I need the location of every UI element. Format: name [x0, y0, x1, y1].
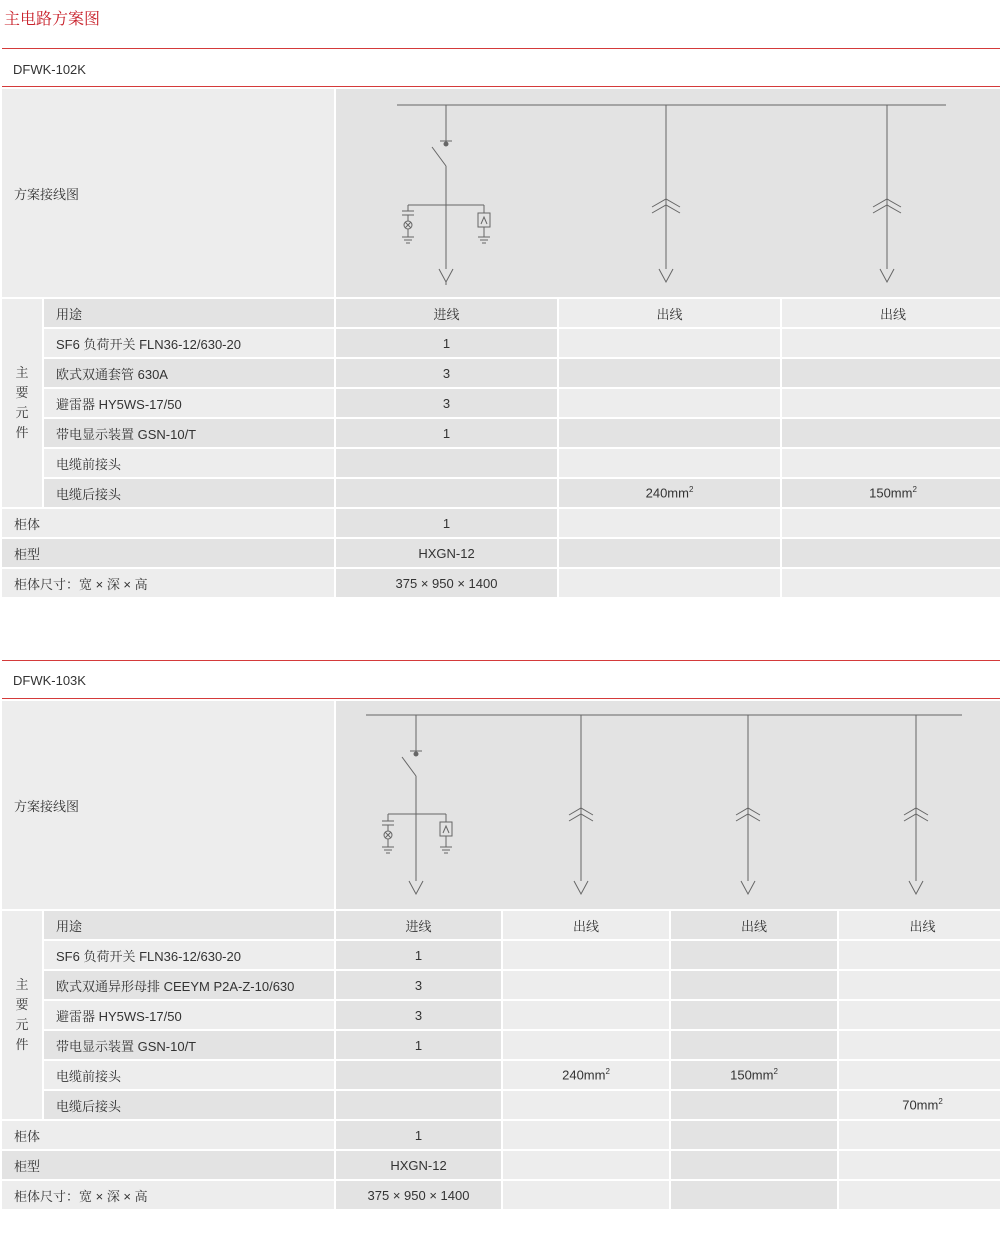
load-switch-icon: [432, 147, 446, 166]
cable-end-icon: [574, 881, 588, 894]
section-divider-2: [2, 660, 1000, 661]
component-value: [503, 1091, 669, 1119]
component-name: 欧式双通套管 630A: [44, 359, 334, 387]
usage-cell: 出线: [782, 299, 1000, 327]
component-value: $240mm^2$: [503, 1061, 669, 1089]
component-value: [559, 449, 780, 477]
component-value: [839, 941, 1000, 969]
component-value: 1: [336, 329, 557, 357]
main-components-label: 主 要 元 件: [2, 299, 42, 507]
wiring-diagram-svg-2: [336, 701, 1000, 909]
cabinet-type-value: [782, 539, 1000, 567]
cabinet-size-value: [782, 569, 1000, 597]
component-value: [671, 941, 837, 969]
component-name: 电缆后接头: [44, 479, 334, 507]
scheme-label: 方案接线图: [2, 89, 334, 297]
component-value: [839, 971, 1000, 999]
page-title: 主电路方案图: [4, 11, 101, 28]
component-name: 避雷器 HY5WS-17/50: [44, 1001, 334, 1029]
cabinet-value: 1: [336, 1121, 501, 1149]
cabinet-size-label: 柜体尺寸：宽 × 深 × 高: [2, 1181, 334, 1209]
component-value: [782, 449, 1000, 477]
component-value: [559, 419, 780, 447]
component-value: [503, 971, 669, 999]
component-name: 避雷器 HY5WS-17/50: [44, 389, 334, 417]
component-value: 3: [336, 389, 557, 417]
component-value: [559, 389, 780, 417]
component-value: [503, 1001, 669, 1029]
component-value: [336, 1091, 501, 1119]
main-components-label: 主 要 元 件: [2, 911, 42, 1119]
component-value: 1: [336, 1031, 501, 1059]
wiring-diagram-1: [336, 89, 1000, 297]
component-value: [503, 941, 669, 969]
usage-cell: 出线: [839, 911, 1000, 939]
cabinet-type-label: 柜型: [2, 539, 334, 567]
usage-cell: 进线: [336, 299, 557, 327]
cabinet-type-value: HXGN-12: [336, 1151, 501, 1179]
component-name: 电缆前接头: [44, 449, 334, 477]
usage-cell: 出线: [671, 911, 837, 939]
cabinet-type-label: 柜型: [2, 1151, 334, 1179]
cabinet-value: [782, 509, 1000, 537]
component-value: [839, 1031, 1000, 1059]
surge-arrester-icon: [478, 213, 490, 227]
component-value: [336, 1061, 501, 1089]
component-value: [336, 479, 557, 507]
cabinet-size-value: [559, 569, 780, 597]
component-name: 电缆前接头: [44, 1061, 334, 1089]
load-switch-icon: [402, 757, 416, 776]
cabinet-type-value: [671, 1151, 837, 1179]
usage-label: 用途: [44, 299, 334, 327]
component-value: 1: [336, 941, 501, 969]
cabinet-type-value: [503, 1151, 669, 1179]
component-value: $240mm^2$: [559, 479, 780, 507]
component-value: 1: [336, 419, 557, 447]
cabinet-label: 柜体: [2, 509, 334, 537]
cabinet-size-label: 柜体尺寸：宽 × 深 × 高: [2, 569, 334, 597]
cabinet-label: 柜体: [2, 1121, 334, 1149]
component-name: 电缆后接头: [44, 1091, 334, 1119]
cabinet-value: [503, 1121, 669, 1149]
usage-cell: 进线: [336, 911, 501, 939]
component-name: 带电显示装置 GSN-10/T: [44, 1031, 334, 1059]
cable-end-icon: [659, 269, 673, 282]
component-value: [559, 329, 780, 357]
component-value: [671, 1031, 837, 1059]
cabinet-type-value: [559, 539, 780, 567]
component-name: SF6 负荷开关 FLN36-12/630-20: [44, 329, 334, 357]
component-value: 3: [336, 1001, 501, 1029]
component-value: [671, 971, 837, 999]
spec-table-2: [0, 699, 1000, 1211]
model-label-1: DFWK-102K: [13, 62, 86, 77]
component-value: 3: [336, 971, 501, 999]
cabinet-size-value: 375 × 950 × 1400: [336, 1181, 501, 1209]
title-divider: [2, 48, 1000, 49]
component-value: $150mm^2$: [782, 479, 1000, 507]
cable-end-icon: [880, 269, 894, 282]
component-name: SF6 负荷开关 FLN36-12/630-20: [44, 941, 334, 969]
component-value: $70mm^2$: [839, 1091, 1000, 1119]
usage-cell: 出线: [559, 299, 780, 327]
component-value: [782, 389, 1000, 417]
cabinet-value: 1: [336, 509, 557, 537]
cable-end-icon: [409, 881, 423, 894]
usage-label: 用途: [44, 911, 334, 939]
component-value: [503, 1031, 669, 1059]
cabinet-type-value: [839, 1151, 1000, 1179]
component-value: [839, 1061, 1000, 1089]
component-value: [839, 1001, 1000, 1029]
cabinet-size-value: [839, 1181, 1000, 1209]
cabinet-value: [559, 509, 780, 537]
switch-pivot-icon: [414, 752, 418, 756]
scheme-label: 方案接线图: [2, 701, 334, 909]
component-value: [671, 1001, 837, 1029]
component-value: [782, 359, 1000, 387]
cabinet-size-value: [503, 1181, 669, 1209]
component-value: $150mm^2$: [671, 1061, 837, 1089]
component-value: [336, 449, 557, 477]
model-label-2: DFWK-103K: [13, 673, 86, 688]
component-name: 欧式双通异形母排 CEEYM P2A-Z-10/630: [44, 971, 334, 999]
wiring-diagram-svg-1: [336, 89, 1000, 297]
cabinet-size-value: [671, 1181, 837, 1209]
wiring-diagram-2: [336, 701, 1000, 909]
cable-end-icon: [439, 269, 453, 282]
cabinet-type-value: HXGN-12: [336, 539, 557, 567]
component-value: [559, 359, 780, 387]
component-value: [671, 1091, 837, 1119]
cable-end-icon: [741, 881, 755, 894]
cabinet-size-value: 375 × 950 × 1400: [336, 569, 557, 597]
component-value: [782, 329, 1000, 357]
component-name: 带电显示装置 GSN-10/T: [44, 419, 334, 447]
spec-table-1: [0, 87, 1000, 599]
switch-pivot-icon: [444, 142, 448, 146]
component-value: [782, 419, 1000, 447]
cabinet-value: [839, 1121, 1000, 1149]
usage-cell: 出线: [503, 911, 669, 939]
component-value: 3: [336, 359, 557, 387]
surge-arrester-icon: [440, 822, 452, 836]
cabinet-value: [671, 1121, 837, 1149]
cable-end-icon: [909, 881, 923, 894]
